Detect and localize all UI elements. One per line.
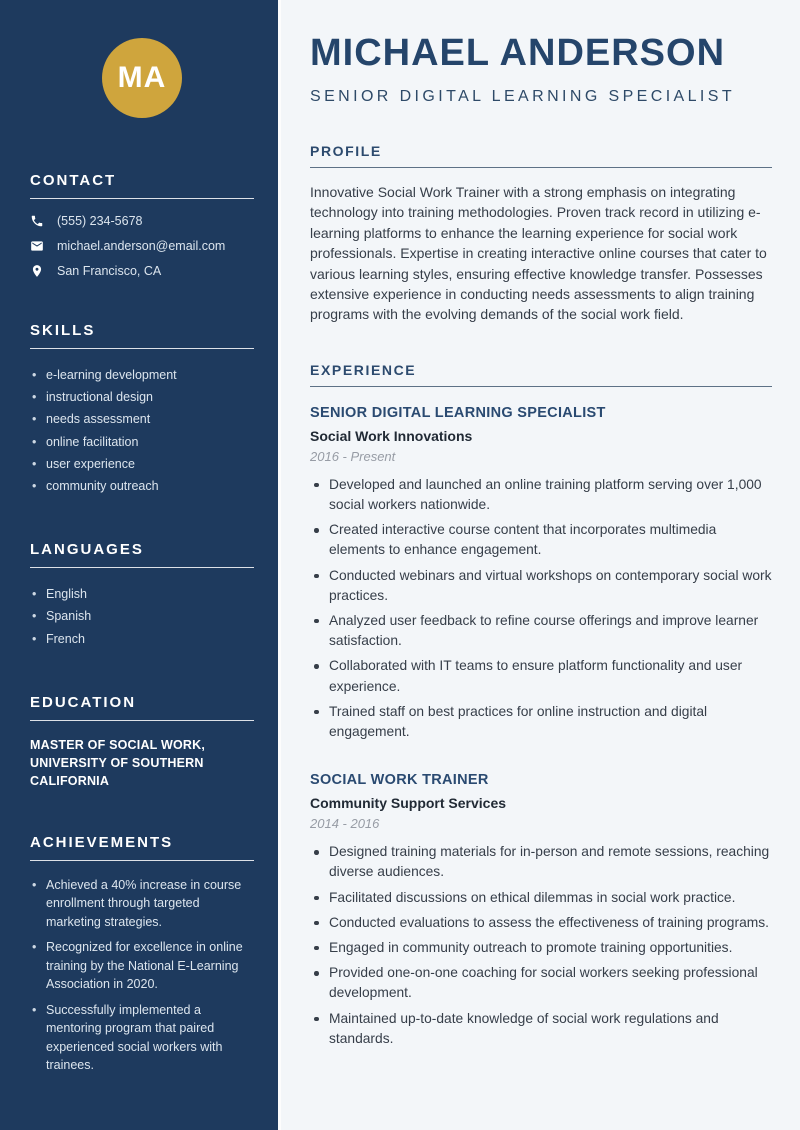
job-bullet-list	[310, 842, 772, 1049]
job-company: Community Support Services	[310, 795, 507, 812]
section-divider	[310, 167, 772, 168]
skill-item: • needs assessment	[30, 408, 254, 430]
contact-phone-text: (555) 234-5678	[57, 214, 143, 228]
skill-item: • online facilitation	[30, 431, 254, 453]
skill-item: • user experience	[30, 453, 254, 475]
job-bullet: Collaborated with IT teams to ensure platform functionality and user experience.	[310, 656, 772, 696]
job-bullet: Analyzed user feedback to refine course offerings and improve learner satisfaction.	[310, 611, 772, 651]
contact-section	[30, 172, 254, 278]
language-item: • English	[30, 583, 254, 605]
avatar-wrap	[30, 38, 254, 118]
achievements-heading: ACHIEVEMENTS	[30, 833, 174, 851]
job-title: SOCIAL WORK TRAINER	[310, 772, 489, 789]
experience-section	[310, 362, 772, 1049]
location-pin-icon	[30, 264, 44, 278]
skill-item: • e-learning development	[30, 364, 254, 386]
section-divider	[30, 720, 254, 721]
job-bullet: Maintained up-to-date knowledge of social work regulations and standards.	[310, 1009, 772, 1049]
skills-heading: SKILLS	[30, 322, 96, 339]
phone-icon	[30, 214, 44, 228]
languages-section	[30, 541, 254, 650]
education-section	[30, 694, 254, 790]
job-bullet: Engaged in community outreach to promote training opportunities.	[310, 938, 772, 958]
candidate-name: MICHAEL ANDERSON	[310, 32, 726, 74]
contact-list	[30, 214, 254, 278]
languages-list	[30, 583, 254, 650]
job-dates: 2016 - Present	[310, 448, 396, 464]
languages-heading: LANGUAGES	[30, 541, 144, 559]
job-bullet: Created interactive course content that incorporates multimedia elements to enhance engagement.	[310, 520, 772, 560]
profile-text: Innovative Social Work Trainer with a strong emphasis on integrating technology into training methodologies. Proven track record in utilizing e-learning platforms to enhance the learning experience for social work professionals. Expertise in creating interactive online courses that cater to various learning styles, ensuring effective knowledge transfer. Possesses extensive experience in conducting needs assessments to align training programs with the evolving demands of the social work field.	[310, 183, 767, 323]
education-heading: EDUCATION	[30, 693, 137, 711]
job-bullet: Provided one-on-one coaching for social workers seeking professional development.	[310, 963, 772, 1003]
job-title: SENIOR DIGITAL LEARNING SPECIALIST	[310, 404, 606, 421]
contact-row-phone	[30, 214, 254, 228]
achievement-item: • Recognized for excellence in online training by the National E-Learning Association in 2020.	[30, 938, 254, 994]
contact-row-location	[30, 264, 254, 278]
main-content	[281, 0, 800, 1130]
job-entry	[310, 772, 772, 1049]
candidate-title: SENIOR DIGITAL LEARNING SPECIALIST	[310, 87, 736, 105]
job-bullet: Conducted evaluations to assess the effectiveness of training programs.	[310, 913, 772, 933]
education-degree: MASTER OF SOCIAL WORK, UNIVERSITY OF SOUTHERN CALIFORNIA	[30, 737, 205, 788]
contact-heading: CONTACT	[30, 172, 117, 189]
section-divider	[30, 567, 254, 568]
contact-row-email	[30, 239, 254, 253]
skill-item: • instructional design	[30, 386, 254, 408]
section-divider	[30, 348, 254, 349]
language-item: • French	[30, 628, 254, 650]
achievement-item: • Successfully implemented a mentoring program that paired experienced social workers with trainees.	[30, 1001, 254, 1075]
language-item: • Spanish	[30, 605, 254, 627]
job-company: Social Work Innovations	[310, 427, 473, 444]
achievements-list	[30, 876, 254, 1075]
achievement-item: • Achieved a 40% increase in course enrollment through targeted marketing strategies.	[30, 876, 254, 932]
skill-item: • community outreach	[30, 475, 254, 497]
job-bullet: Trained staff on best practices for online instruction and digital engagement.	[310, 702, 772, 742]
job-entry	[310, 405, 772, 742]
job-bullet: Conducted webinars and virtual workshops on contemporary social work practices.	[310, 566, 772, 606]
section-divider	[30, 198, 254, 199]
section-divider	[310, 386, 772, 387]
section-divider	[30, 860, 254, 861]
profile-heading: PROFILE	[310, 142, 382, 159]
avatar	[102, 38, 182, 118]
job-bullet: Facilitated discussions on ethical dilemmas in social work practice.	[310, 888, 772, 908]
skills-list	[30, 364, 254, 497]
experience-heading: EXPERIENCE	[310, 361, 417, 378]
contact-location-text: San Francisco, CA	[57, 264, 162, 278]
skills-section	[30, 322, 254, 497]
avatar-initials: MA	[117, 61, 167, 94]
sidebar	[0, 0, 281, 1130]
job-bullet-list	[310, 475, 772, 742]
job-dates: 2014 - 2016	[310, 816, 380, 832]
achievements-section	[30, 834, 254, 1075]
job-bullet: Designed training materials for in-person and remote sessions, reaching diverse audiences.	[310, 842, 772, 882]
email-icon	[30, 239, 44, 253]
contact-email-text: michael.anderson@email.com	[57, 239, 226, 253]
profile-section	[310, 143, 772, 325]
job-bullet: Developed and launched an online training platform serving over 1,000 social workers nationwide.	[310, 475, 772, 515]
